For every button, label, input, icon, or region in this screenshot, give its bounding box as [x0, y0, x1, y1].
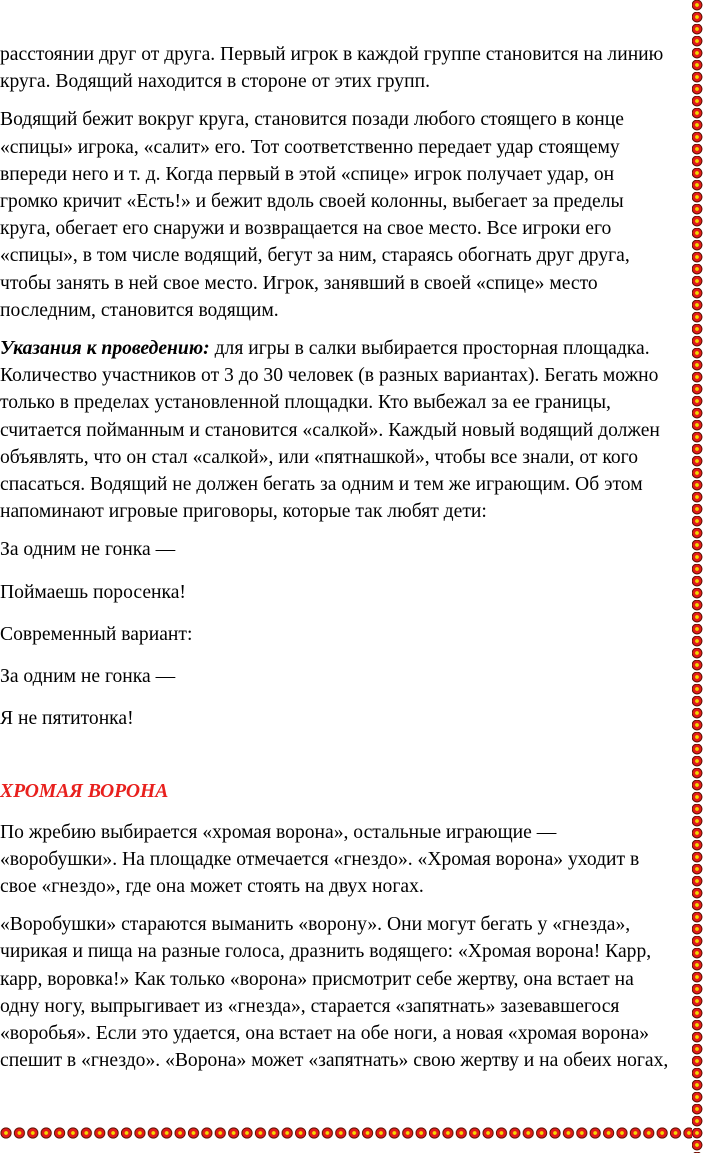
paragraph-crow-intro — [0, 819, 694, 901]
text-line: Водящий бежит вокруг круга, становится позади любого стоящего в конце — [0, 109, 624, 131]
verse-line: Я не пятитонка! — [0, 708, 134, 730]
text-line: объявлять, что он стал «салкой», или «пятнашкой», чтобы все знали, от кого — [0, 446, 639, 468]
text-line: спасаться. Водящий не должен бегать за одним и тем же играющим. Об этом — [0, 474, 643, 496]
paragraph-crow-rules — [0, 911, 694, 1074]
text-line: считается пойманным и становится «салкой». Каждый новый водящий должен — [0, 419, 660, 441]
text-line: «воробушки». На площадке отмечается «гнездо». «Хромая ворона» уходит в — [0, 848, 640, 870]
verse-line: За одним не гонка — — [0, 666, 176, 688]
text-line: чирикая и пища на разные голоса, дразнить водящего: «Хромая ворона! Карр, — [0, 941, 652, 963]
text-line: «спицы» игрока, «салит» его. Тот соответственно передает удар стоящему — [0, 136, 620, 158]
verse-line: Поймаешь поросенка! — [0, 581, 186, 603]
text-line: «воробья». Если это удается, она встает на обе ноги, а новая «хромая ворона» — [0, 1023, 650, 1045]
text-line: только в пределах установленной площадки. Кто выбежал за ее границы, — [0, 392, 611, 414]
text-line: последним, становится водящим. — [0, 299, 279, 321]
instructions-first-line: для игры в салки выбирается просторная площадка. — [209, 338, 650, 360]
text-line: карр, воровка!» Как только «ворона» присмотрит себе жертву, она встает на — [0, 968, 634, 990]
text-line: впереди него и т. д. Когда первый в этой «спице» игрок получает удар, он — [0, 163, 615, 185]
text-line: расстоянии друг от друга. Первый игрок в каждой группе становится на линию — [0, 44, 664, 65]
text-line: «Воробушки» стараются выманить «ворону». Они могут бегать у «гнезда», — [0, 914, 631, 936]
verse-line: За одним не гонка — — [0, 539, 176, 561]
paragraph-circle-setup — [0, 41, 694, 95]
text-line: Количество участников от 3 до 30 человек (в разных вариантах). Бегать можно — [0, 365, 659, 387]
text-line: громко кричит «Есть!» и бежит вдоль своей колонны, выбегает за пределы — [0, 191, 624, 213]
text-line: спешит в «гнездо». «Ворона» может «запятнать» свою жертву и на обеих ногах, — [0, 1050, 669, 1072]
text-line: круга. Водящий находится в стороне от этих групп. — [0, 71, 430, 93]
decorative-border-bottom — [0, 1126, 692, 1140]
instructions-lead-in: Указания к проведению: — [0, 338, 210, 360]
text-line — [0, 335, 694, 362]
text-line: чтобы занять в ней свое место. Игрок, занявший в своей «спице» место — [0, 272, 598, 294]
decorative-border-right — [692, 0, 704, 1153]
text-line: напоминают игровые приговоры, которые так любят дети: — [0, 501, 487, 523]
text-line: одну ногу, выпрыгивает из «гнезда», старается «запятнать» зазевавшегося — [0, 995, 620, 1017]
paragraph-runner-rules — [0, 106, 694, 324]
verse-line: Современный вариант: — [0, 623, 193, 645]
document-body — [0, 41, 694, 1086]
text-line: круга, обегает его снаружи и возвращается на свое место. Все игроки его — [0, 218, 612, 240]
section-heading: ХРОМАЯ ВОРОНА — [0, 781, 169, 803]
text-line: «спицы», в том числе водящий, бегут за ним, стараясь обогнать друг друга, — [0, 245, 630, 267]
paragraph-instructions — [0, 335, 694, 525]
text-line: По жребию выбирается «хромая ворона», остальные играющие — — [0, 821, 557, 843]
text-line: свое «гнездо», где она может стоять на двух ногах. — [0, 876, 424, 898]
